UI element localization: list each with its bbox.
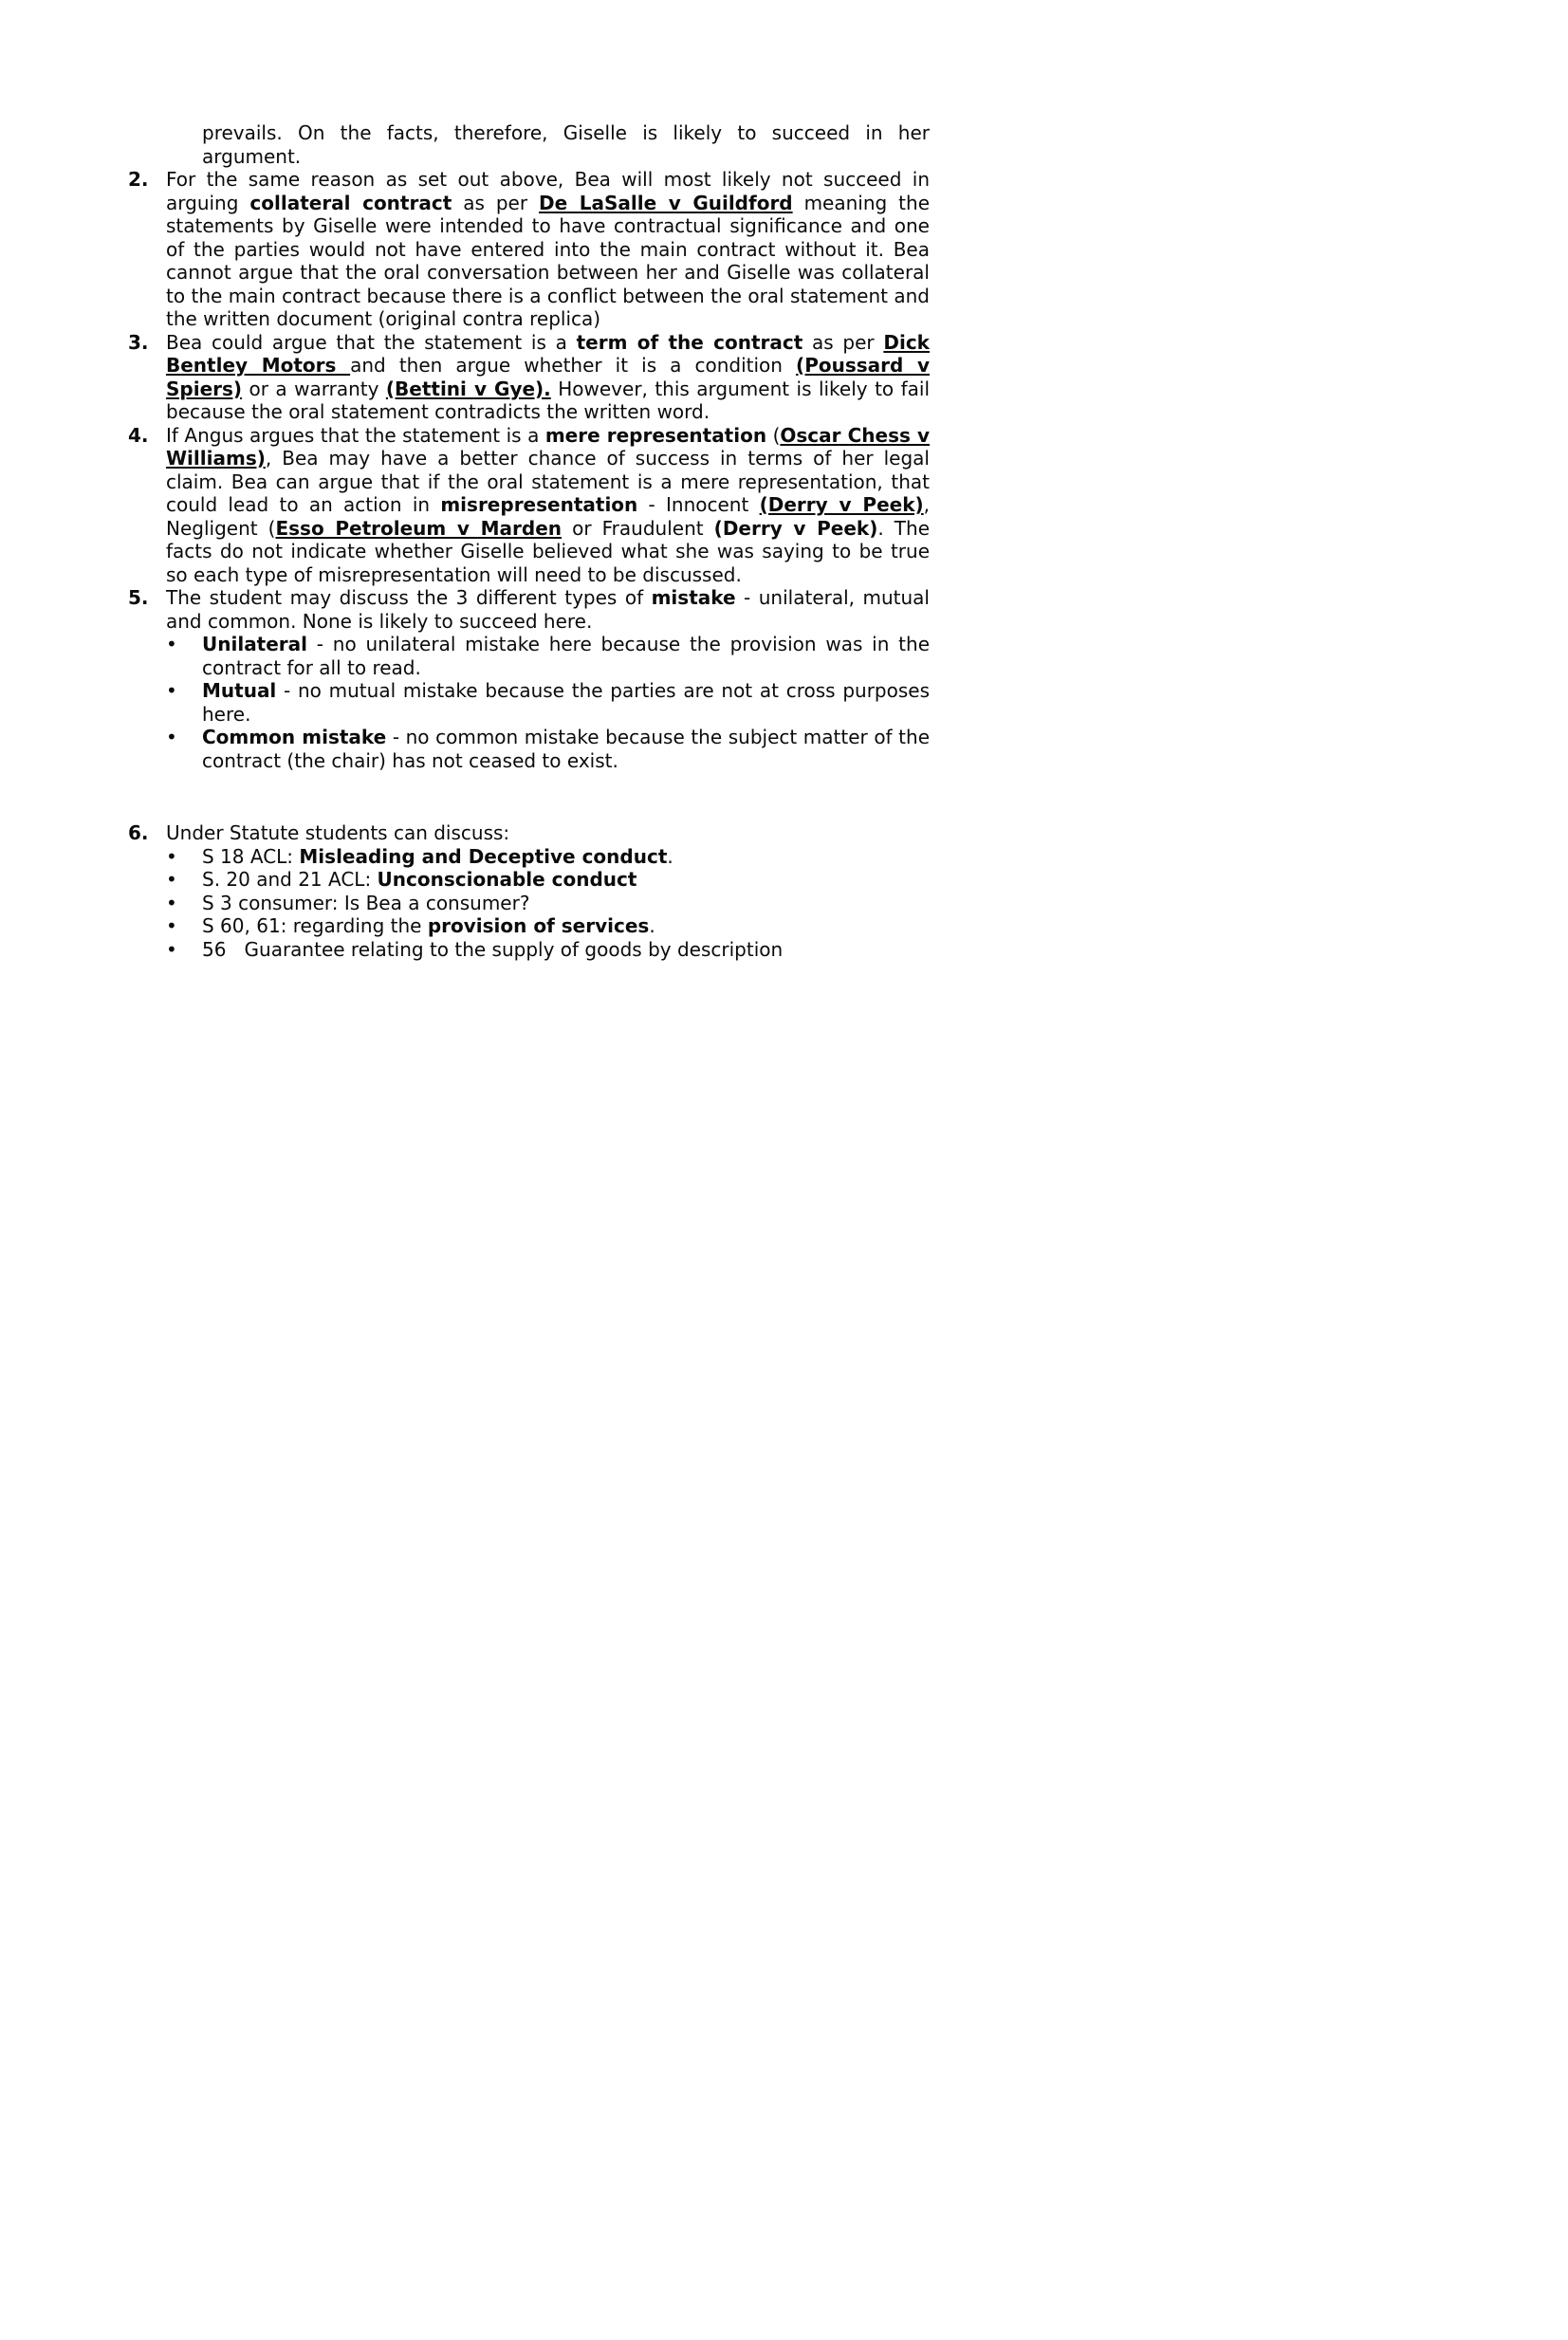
bullet-item <box>166 892 930 915</box>
numbered-item-3 <box>128 331 930 424</box>
bullet-text: Unilateral - no unilateral mistake here because the provision was in the contract for all to read. <box>202 633 930 679</box>
bullet-marker: • <box>166 868 177 891</box>
bullet-text: Common mistake - no common mistake because the subject matter of the contract (the chair) has not ceased to exist. <box>202 726 930 772</box>
bullet-marker: • <box>166 891 177 914</box>
item-number: 4. <box>128 423 149 447</box>
bullet-item <box>166 868 930 892</box>
bullet-text: S 3 consumer: Is Bea a consumer? <box>202 891 530 914</box>
item-text: If Angus argues that the statement is a mere representation (Oscar Chess v Williams), Bea may have a better chance of success in terms of her legal claim. Bea can argue that if the oral statement is a mere representation, that could lead to an action in misrepresentation - Innocent (Derry v Peek), Negligent (Esso Petroleum v Marden or Fraudulent (Derry v Peek). The facts do not indicate whether Giselle believed what she was saying to be true so each type of misrepresentation will need to be discussed. <box>166 423 931 586</box>
bullet-marker: • <box>166 679 177 702</box>
numbered-item-4 <box>128 424 930 587</box>
item-text: The student may discuss the 3 different types of mistake - unilateral, mutual and common. None is likely to succeed here. <box>166 586 930 633</box>
item-text: Bea could argue that the statement is a term of the contract as per Dick Bentley Motors and then argue whether it is a condition (Poussard v Spiers) or a warranty (Bettini v Gye). However, this argument is likely to fail because the oral statement contradicts the written word. <box>166 330 931 423</box>
document-page <box>128 121 930 961</box>
bullet-marker: • <box>166 726 177 748</box>
item-number: 3. <box>128 330 149 354</box>
bullet-item <box>166 633 930 679</box>
bullet-item <box>166 679 930 726</box>
bullet-marker: • <box>166 937 177 961</box>
bullet-text: Mutual - no mutual mistake because the parties are not at cross purposes here. <box>202 679 930 726</box>
numbered-item-6 <box>128 821 930 961</box>
item-text: For the same reason as set out above, Bea will most likely not succeed in arguing collateral contract as per De LaSalle v Guildford meaning the statements by Giselle were intended to have contractual significance and one of the parties would not have entered into the main contract without it. Bea cannot argue that the oral conversation between her and Giselle was collateral to the main contract because there is a conflict between the oral statement and the written document (original contra replica) <box>166 168 930 330</box>
bullet-marker: • <box>166 914 177 937</box>
bullet-item <box>166 845 930 869</box>
item-number: 2. <box>128 168 149 191</box>
bullet-text: S 60, 61: regarding the provision of services. <box>202 914 655 937</box>
bullet-item <box>166 726 930 772</box>
bullet-marker: • <box>166 633 177 655</box>
numbered-item-5 <box>128 586 930 772</box>
numbered-item-2 <box>128 168 930 331</box>
item-text: Under Statute students can discuss: <box>166 821 510 844</box>
bullet-marker: • <box>166 844 177 868</box>
continuation-paragraph: prevails. On the facts, therefore, Giselle is likely to succeed in her argument. <box>202 121 930 168</box>
bullet-text: S. 20 and 21 ACL: Unconscionable conduct <box>202 868 637 891</box>
item-number: 5. <box>128 586 149 609</box>
item-number: 6. <box>128 821 149 844</box>
bullet-text: S 18 ACL: Misleading and Deceptive conduct. <box>202 844 673 868</box>
bullet-item <box>166 914 930 938</box>
bullet-text: 56 Guarantee relating to the supply of goods by description <box>202 937 784 961</box>
bullet-item <box>166 938 930 962</box>
